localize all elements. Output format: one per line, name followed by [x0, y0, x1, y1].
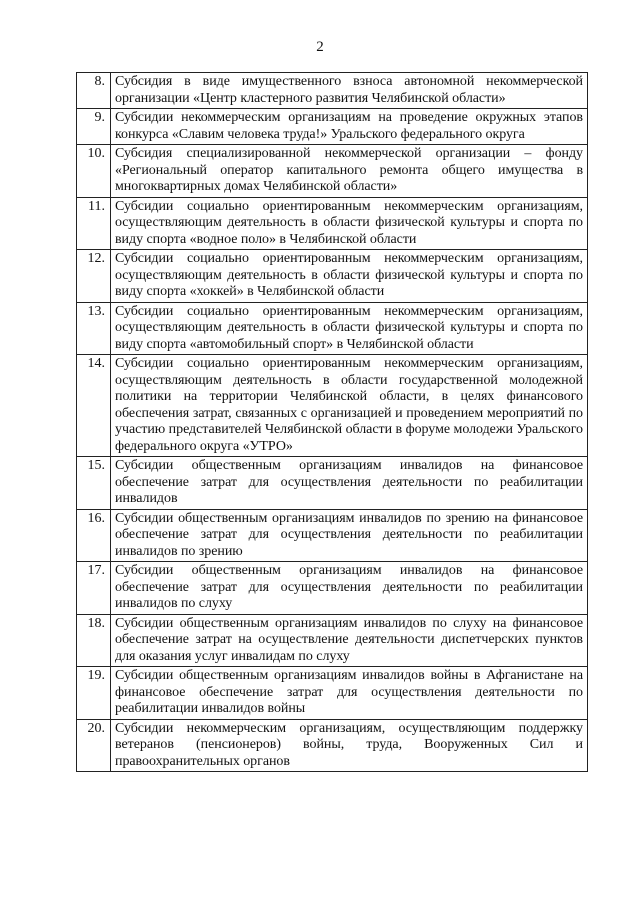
row-text: Субсидии общественным организациям инвалидов по зрению на финансовое обеспечение затрат для осуществления деятельности по реабилитации инвалидов по зрению — [111, 509, 588, 562]
row-number: 8. — [77, 73, 111, 109]
row-text: Субсидия специализированной некоммерческой организации – фонду «Региональный оператор капитального ремонта общего имущества в многоквартирных домах Челябинской области» — [111, 145, 588, 198]
table-row — [77, 250, 588, 303]
row-text: Субсидии некоммерческим организациям на проведение окружных этапов конкурса «Славим человека труда!» Уральского федерального округа — [111, 109, 588, 145]
row-text: Субсидии некоммерческим организациям, осуществляющим поддержку ветеранов (пенсионеров) войны, труда, Вооруженных Сил и правоохранительных органов — [111, 719, 588, 772]
row-number: 16. — [77, 509, 111, 562]
row-number: 12. — [77, 250, 111, 303]
table-row — [77, 355, 588, 457]
table-row — [77, 667, 588, 720]
row-text: Субсидии социально ориентированным некоммерческим организациям, осуществляющим деятельность в области физической культуры и спорта по виду спорта «хоккей» в Челябинской области — [111, 250, 588, 303]
table-row — [77, 145, 588, 198]
row-number: 17. — [77, 562, 111, 615]
table-row — [77, 109, 588, 145]
row-number: 20. — [77, 719, 111, 772]
row-text: Субсидии социально ориентированным некоммерческим организациям, осуществляющим деятельность в области государственной молодежной политики на территории Челябинской области, в целях финансового обеспечения затрат, связанных с организацией и проведением мероприятий по участию представителей Челябинской области в форуме молодежи Уральского федерального округа «УТРО» — [111, 355, 588, 457]
table-row — [77, 197, 588, 250]
row-number: 11. — [77, 197, 111, 250]
table-row — [77, 509, 588, 562]
row-text: Субсидии общественным организациям инвалидов по слуху на финансовое обеспечение затрат на осуществление деятельности диспетчерских пунктов для оказания услуг инвалидам по слуху — [111, 614, 588, 667]
row-number: 10. — [77, 145, 111, 198]
table-row — [77, 562, 588, 615]
row-number: 18. — [77, 614, 111, 667]
row-number: 19. — [77, 667, 111, 720]
row-number: 9. — [77, 109, 111, 145]
table-row — [77, 719, 588, 772]
row-text: Субсидии общественным организациям инвалидов войны в Афганистане на финансовое обеспечение затрат для осуществления деятельности по реабилитации инвалидов войны — [111, 667, 588, 720]
row-text: Субсидии социально ориентированным некоммерческим организациям, осуществляющим деятельность в области физической культуры и спорта по виду спорта «водное поло» в Челябинской области — [111, 197, 588, 250]
subsidy-table-body — [77, 73, 588, 772]
table-row — [77, 457, 588, 510]
table-row — [77, 302, 588, 355]
row-number: 14. — [77, 355, 111, 457]
page-number: 2 — [316, 39, 324, 55]
table-row — [77, 614, 588, 667]
row-text: Субсидии социально ориентированным некоммерческим организациям, осуществляющим деятельность в области физической культуры и спорта по виду спорта «автомобильный спорт» в Челябинской области — [111, 302, 588, 355]
row-text: Субсидии общественным организациям инвалидов на финансовое обеспечение затрат для осуществления деятельности по реабилитации инвалидов по слуху — [111, 562, 588, 615]
subsidy-table — [76, 72, 588, 772]
table-row — [77, 73, 588, 109]
row-number: 15. — [77, 457, 111, 510]
row-text: Субсидии общественным организациям инвалидов на финансовое обеспечение затрат для осуществления деятельности по реабилитации инвалидов — [111, 457, 588, 510]
row-text: Субсидия в виде имущественного взноса автономной некоммерческой организации «Центр кластерного развития Челябинской области» — [111, 73, 588, 109]
row-number: 13. — [77, 302, 111, 355]
